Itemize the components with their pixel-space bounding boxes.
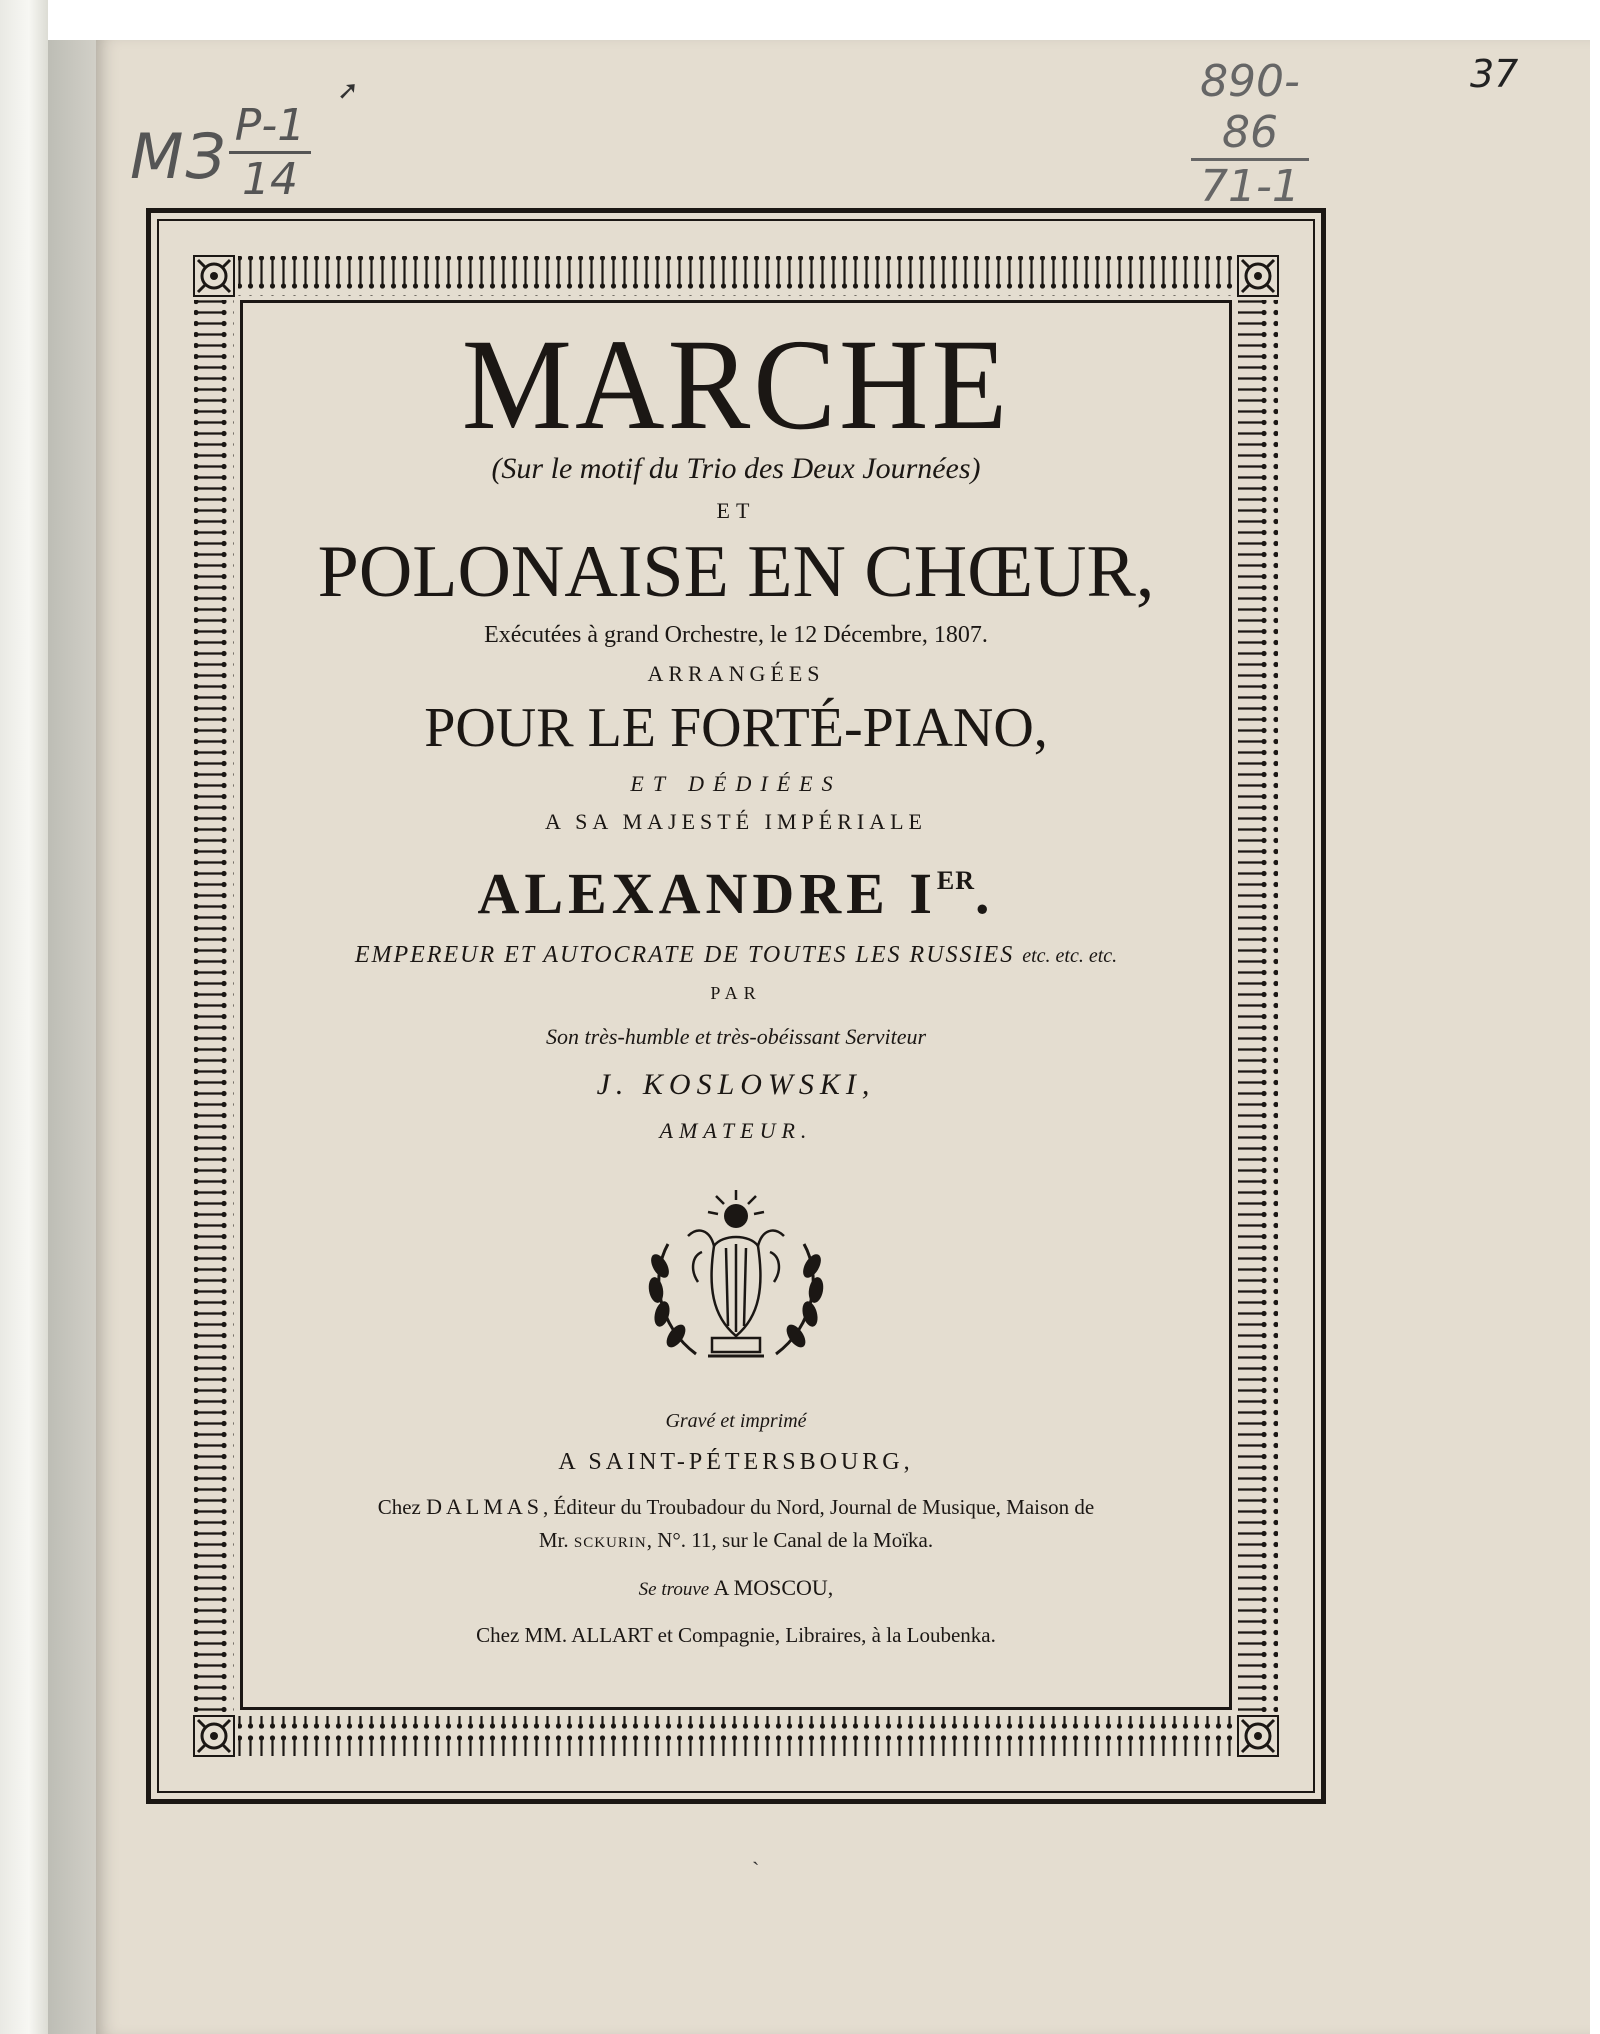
seller-line: Chez MM. ALLART et Compagnie, Libraires, à la Loubenka.: [476, 1623, 996, 1647]
border-top-band: [238, 256, 1234, 296]
rosette-corner-icon: [1238, 256, 1278, 296]
pencil-arrow-icon: ➚: [337, 76, 359, 106]
emperor-ordinal: ER: [936, 866, 976, 895]
emperor-name: [240, 849, 1232, 926]
publisher-line: [240, 1494, 1232, 1520]
shelf-mark-numerator: Р-1: [234, 100, 306, 151]
border-right-band: [1238, 300, 1278, 1712]
rosette-corner-icon: [194, 256, 234, 296]
binding-edge: [0, 0, 48, 2034]
publisher-chez: Chez: [377, 1495, 421, 1519]
city-line: A SAINT-PÉTERSBOURG,: [558, 1449, 914, 1475]
majesty-line: A SA MAJESTÉ IMPÉRIALE: [545, 809, 927, 834]
engraved-line: Gravé et imprimé: [665, 1410, 807, 1432]
servant-line: Son très-humble et très-obéissant Serviteur: [545, 1024, 927, 1049]
sheet-number: 37: [1470, 52, 1519, 96]
emperor-name-text: ALEXANDRE I: [477, 861, 937, 926]
performance-note: Exécutées à grand Orchestre, le 12 Décembre, 1807.: [484, 622, 988, 648]
emperor-period: .: [975, 861, 995, 926]
inventory-numerator: 890-86: [1200, 56, 1300, 158]
found-label: Se trouve: [638, 1579, 710, 1600]
address-details: , N°. 11, sur le Canal de la Moïka.: [646, 1528, 934, 1552]
arranged-label: ARRANGÉES: [647, 661, 825, 686]
emperor-title-text: EMPEREUR ET AUTOCRATE DE TOUTES LES RUSSIES: [354, 942, 1015, 968]
by-label: PAR: [710, 983, 762, 1003]
rosette-corner-icon: [1238, 1716, 1278, 1756]
inventory-mark: [1185, 56, 1315, 212]
address-line: [240, 1528, 1232, 1553]
subtitle: (Sur le motif du Trio des Deux Journées): [491, 452, 981, 485]
lyre-wreath-vignette-icon: [638, 1186, 834, 1372]
shelf-mark-prefix: МЗ: [130, 120, 228, 193]
border-left-band: [194, 300, 234, 1712]
emperor-title: [240, 942, 1232, 969]
shelf-mark-fraction: [225, 100, 315, 205]
publisher-details: , Éditeur du Troubadour du Nord, Journal de Musique, Maison de: [543, 1495, 1095, 1519]
page-tick-mark: ˏ: [752, 1841, 760, 1866]
border-bottom-band: [238, 1716, 1234, 1756]
address-owner: SCKURIN: [573, 1535, 647, 1551]
composer-name: J. KOSLOWSKI,: [596, 1068, 876, 1101]
publisher-name: DALMAS: [426, 1494, 544, 1519]
dedicated-label: ET DÉDIÉES: [630, 771, 842, 796]
page-gutter-shadow: [48, 40, 98, 2034]
amateur-label: AMATEUR.: [659, 1118, 813, 1143]
conjunction: ET: [716, 498, 756, 523]
shelf-mark-denominator: 14: [242, 154, 298, 205]
inventory-denominator: 71-1: [1200, 161, 1300, 212]
rosette-corner-icon: [194, 1716, 234, 1756]
title-block: [240, 300, 1232, 1648]
address-prefix: Mr.: [538, 1528, 569, 1552]
instrument-title: POUR LE FORTÉ-PIANO,: [424, 697, 1048, 759]
emperor-etc: etc. etc. etc.: [1022, 945, 1118, 967]
moscow-line: [240, 1575, 1232, 1601]
main-title: MARCHE: [461, 312, 1011, 457]
second-title: POLONAISE EN CHŒUR,: [317, 531, 1155, 613]
found-city: A MOSCOU,: [713, 1575, 834, 1600]
